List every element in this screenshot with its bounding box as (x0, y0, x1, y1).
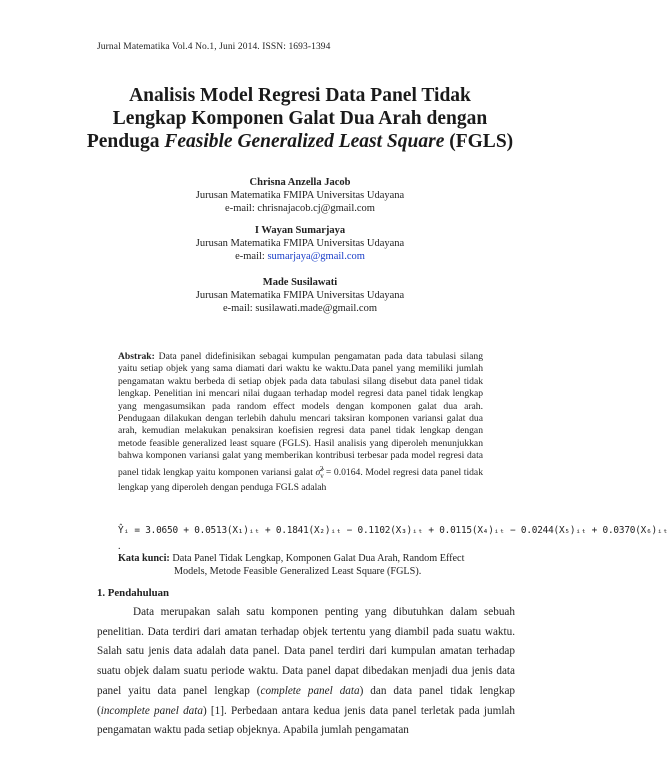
keywords-label: Kata kunci: (118, 553, 170, 564)
author-name: I Wayan Sumarjaya (254, 225, 346, 236)
author-block-2 (100, 224, 500, 263)
author-email[interactable]: chrisnajacob.cj@gmail.com (257, 203, 375, 214)
author-block-3 (100, 276, 500, 315)
author-email[interactable]: susilawati.made@gmail.com (255, 303, 378, 314)
sigma-symbol: σ̂ (315, 466, 321, 478)
author-email[interactable]: sumarjaya@gmail.com (267, 251, 365, 262)
author-name: Made Susilawati (262, 277, 338, 288)
keywords-line-1: Kata kunci: Data Panel Tidak Lengkap, Komponen Galat Dua Arah, Random Effect (118, 553, 465, 564)
author-email-line: e-mail: chrisnajacob.cj@gmail.com (225, 203, 375, 214)
section-heading: 1. Pendahuluan (97, 587, 170, 599)
title-line-3: Penduga Feasible Generalized Least Square (FGLS) (86, 131, 514, 152)
sigma-subscript: v (320, 471, 324, 480)
equation-end-dot: . (118, 541, 121, 552)
author-affiliation: Jurusan Matematika FMIPA Universitas Udayana (195, 190, 405, 201)
sigma-superscript: 2 (319, 464, 324, 473)
title-line-2: Lengkap Komponen Galat Dua Arah dengan (112, 108, 488, 129)
author-affiliation: Jurusan Matematika FMIPA Universitas Udayana (195, 238, 405, 249)
paper-title (60, 84, 540, 153)
abstract-text-2: . Model regresi data panel tidak lengkap yang diperoleh dengan penduga FGLS adalah (118, 466, 483, 494)
author-email-line: e-mail: sumarjaya@gmail.com (235, 251, 365, 262)
keywords-line-2: Models, Metode Feasible Generalized Least Square (FGLS). (174, 566, 422, 577)
author-name: Chrisna Anzella Jacob (249, 177, 351, 188)
paragraph: Data merupakan salah satu komponen penting yang dibutuhkan dalam sebuah penelitian. Data terdiri dari amatan terhadap objek tertentu yang diambil pada suatu waktu. Salah satu jenis data adalah data panel. Data panel terdiri dari kumpulan amatan terhadap suatu objek dalam suatu periode waktu. Data panel dapat dibedakan menjadi dua jenis data panel yaitu data panel lengkap (complete panel data) dan data panel tidak lengkap (incomplete panel data) [1]. Perbedaan antara kedua jenis data panel terletak pada jumlah pengamatan waktu pada setiap objeknya. Apabila jumlah pengamatan (97, 606, 516, 737)
abstract-text: Data panel didefinisikan sebagai kumpulan pengamatan pada data tabulasi silang yaitu setiap objek yang sama diamati dari waktu ke waktu.Data panel yang memiliki jumlah pengamatan waktu berbeda di setiap objek pada data tabulasi silang disebut data panel tidak lengkap. Penelitian ini mencari nilai dugaan terhadap model regresi data panel tidak lengkap yang mengasumsikan pada random effect models dengan komponen galat dua arah. Pendugaan dilakukan dengan terlebih dahulu mencari taksiran komponen variansi galat dua arah, kemudian melakukan penaksiran koefisien regresi data panel tidak lengkap dengan metode feasible generalized least square (FGLS). Hasil analisis yang diperoleh menunjukkan bahwa komponen variansi galat yang memberikan kontribusi terbesar pada model regresi data panel tidak lengkap yaitu komponen variansi galat (118, 351, 483, 478)
abstract-label: Abstrak: (118, 351, 155, 362)
author-block-1 (100, 176, 500, 215)
author-email-line: e-mail: susilawati.made@gmail.com (222, 303, 378, 314)
author-affiliation: Jurusan Matematika FMIPA Universitas Udayana (195, 290, 405, 301)
regression-equation: Ŷᵢ = 3.0650 + 0.0513(X₁)ᵢₜ + 0.1841(X₂)ᵢₜ − 0.1102(X₃)ᵢₜ + 0.0115(X₄)ᵢₜ − 0.0244(X₅)ᵢₜ + 0.0370(X₆)ᵢₜ (118, 525, 668, 536)
title-line-1: Analisis Model Regresi Data Panel Tidak (129, 85, 471, 106)
keywords (118, 552, 490, 578)
title-italic: Feasible Generalized Least Square (164, 131, 445, 152)
journal-header: Jurnal Matematika Vol.4 No.1, Juni 2014. ISSN: 1693-1394 (97, 42, 331, 52)
abstract (118, 351, 483, 495)
body-text (97, 603, 515, 741)
sigma-value: = 0.0164 (323, 466, 361, 478)
